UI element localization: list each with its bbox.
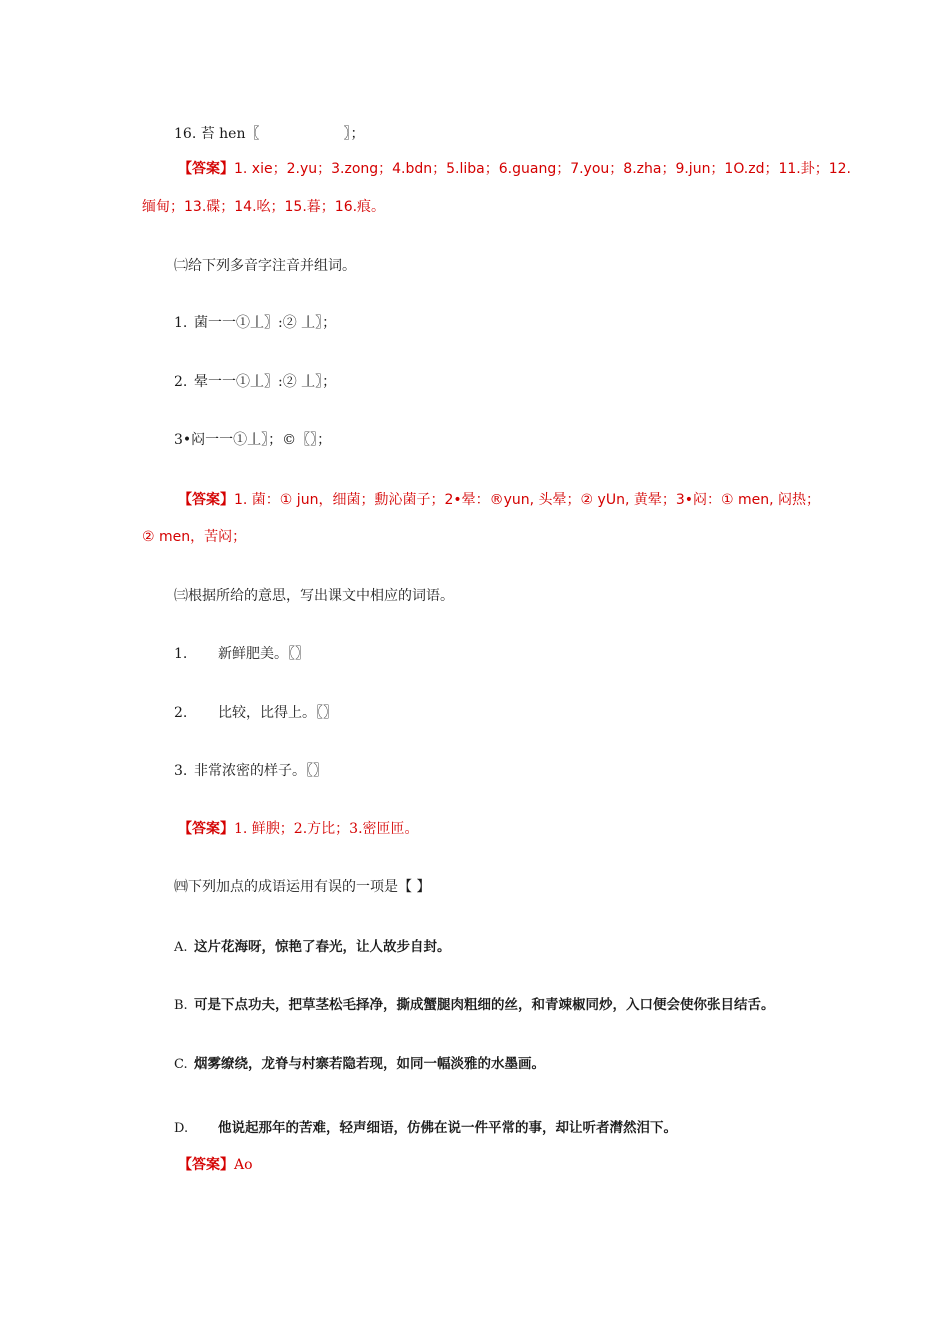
item-number: 3. [174, 763, 188, 779]
answer-tag: 【答案】 [178, 1157, 234, 1173]
item-number: 3• [174, 432, 192, 448]
option-letter: D. [174, 1121, 189, 1136]
section-3-item-3 [174, 761, 327, 781]
question-16: 16. 苔 hen〖 〗； [174, 126, 365, 142]
answer-block-2-line-1 [178, 490, 820, 510]
item-number: 2. [174, 374, 188, 390]
item-number: 1. [174, 646, 188, 662]
option-text: 可是下点功夫，把草茎松毛择净，撕成蟹腿肉粗细的丝，和青竦椒同炒，入口便会使你张目结舌。 [194, 997, 775, 1013]
answer-block-1-line-2: 缅甸；13.碟；14.吆；15.暮；16.痕。 [142, 199, 386, 215]
item-text: 新鲜肥美。〖〗 [218, 646, 309, 662]
option-letter: A. [174, 940, 188, 955]
answer-block-3 [178, 819, 419, 839]
item-number: 2. [174, 705, 188, 721]
section-2-item-1 [174, 313, 336, 333]
answer-block-2-line-2: ② men，苦闷； [142, 529, 247, 545]
item-text: 菌一一①丄〗:② 丄〗； [194, 315, 337, 331]
section-2-title: ㈡给下列多音字注音并组词。 [174, 258, 356, 274]
option-text: 这片花海呀，惊艳了春光，让人故步自封。 [194, 939, 451, 955]
option-d [174, 1118, 677, 1139]
item-text: 非常浓密的样子。〖〗 [194, 763, 327, 779]
option-b [174, 995, 775, 1016]
section-2-item-3 [174, 430, 331, 450]
option-letter: B. [174, 998, 188, 1013]
answer-text: 1. 鲜腴；2.方比；3.密匝匝。 [234, 821, 419, 837]
answer-block-4 [178, 1155, 253, 1175]
option-a [174, 937, 451, 958]
answer-block-1-line-1 [178, 159, 851, 179]
answer-tag: 【答案】 [178, 821, 234, 837]
section-3-title: ㈢根据所给的意思，写出课文中相应的词语。 [174, 588, 454, 604]
answer-text: 1. 菌：① jun，细菌；勳沁菌子；2•晕：®yun, 头晕；② yUn, 黄晕；3•闷：① men, 闷热； [234, 492, 821, 508]
section-3-item-1 [174, 644, 309, 664]
item-text: 晕一一①丄〗:② 丄〗； [194, 374, 337, 390]
option-c [174, 1054, 545, 1075]
item-text: 比较，比得上。〖〗 [218, 705, 337, 721]
option-text: 他说起那年的苦难，轻声细语，仿佛在说一件平常的事，却让听者潸然泪下。 [218, 1120, 677, 1136]
section-3-item-2 [174, 703, 337, 723]
answer-tag: 【答案】 [178, 161, 234, 177]
section-2-item-2 [174, 372, 336, 392]
item-text: 闷一一①丄〗；©〖〗； [191, 432, 332, 448]
answer-tag: 【答案】 [178, 492, 234, 508]
answer-text: 1. xie；2.yu；3.zong；4.bdn；5.liba；6.guang；7.you；8.zha；9.jun；1O.zd；11.卦；12. [234, 161, 852, 177]
option-text: 烟雾缭绕，龙脊与村寨若隐若现，如同一幅淡雅的水墨画。 [194, 1056, 545, 1072]
option-letter: C. [174, 1057, 188, 1072]
answer-text: Ao [234, 1157, 253, 1173]
item-number: 1. [174, 315, 188, 331]
section-4-title: ㈣下列加点的成语运用有误的一项是【 】 [174, 879, 431, 895]
